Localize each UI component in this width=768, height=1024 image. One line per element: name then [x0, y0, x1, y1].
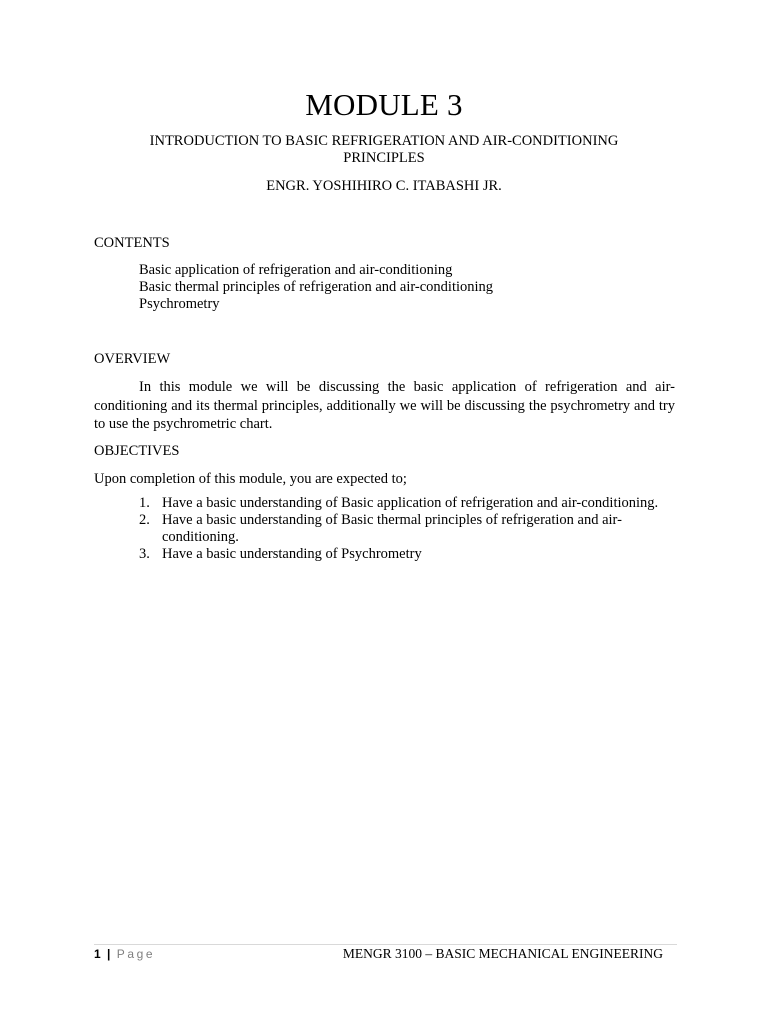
- contents-item: Psychrometry: [139, 296, 220, 312]
- objectives-list: [139, 495, 659, 563]
- objective-item: [139, 546, 659, 563]
- author-name: ENGR. YOSHIHIRO C. ITABASHI JR.: [266, 178, 502, 194]
- page-label: Page: [116, 947, 156, 961]
- course-footer: MENGR 3100 – BASIC MECHANICAL ENGINEERING: [342, 946, 663, 961]
- objectives-intro: Upon completion of this module, you are expected to;: [94, 471, 407, 487]
- module-subtitle: INTRODUCTION TO BASIC REFRIGERATION AND AIR-CONDITIONING PRINCIPLES: [149, 133, 619, 166]
- objective-number: 2.: [139, 512, 150, 528]
- page-number-footer: [94, 946, 155, 962]
- footer-separator: |: [107, 947, 111, 961]
- page-number: 1: [94, 947, 101, 961]
- page-title: MODULE 3: [305, 87, 463, 122]
- contents-list: [139, 262, 493, 313]
- objective-item: [139, 495, 659, 512]
- objective-text: Have a basic understanding of Basic application of refrigeration and air-conditioning.: [162, 495, 659, 511]
- objective-text: Have a basic understanding of Psychrometry: [162, 546, 422, 562]
- overview-heading: OVERVIEW: [94, 351, 171, 367]
- objectives-heading: OBJECTIVES: [94, 443, 180, 459]
- contents-item: Basic application of refrigeration and air-conditioning: [139, 262, 453, 278]
- objective-number: 1.: [139, 495, 150, 511]
- objective-text: Have a basic understanding of Basic thermal principles of refrigeration and air-conditioning.: [162, 512, 622, 545]
- contents-heading: CONTENTS: [94, 235, 170, 251]
- footer-divider: [94, 944, 677, 945]
- overview-paragraph: In this module we will be discussing the basic application of refrigeration and air-conditioning and its thermal principles, additionally we will be discussing the psychrometry and try to use the psychrometric chart.: [94, 379, 675, 432]
- contents-item: Basic thermal principles of refrigeration and air-conditioning: [139, 279, 494, 295]
- objective-number: 3.: [139, 546, 150, 562]
- objective-item: [139, 512, 659, 546]
